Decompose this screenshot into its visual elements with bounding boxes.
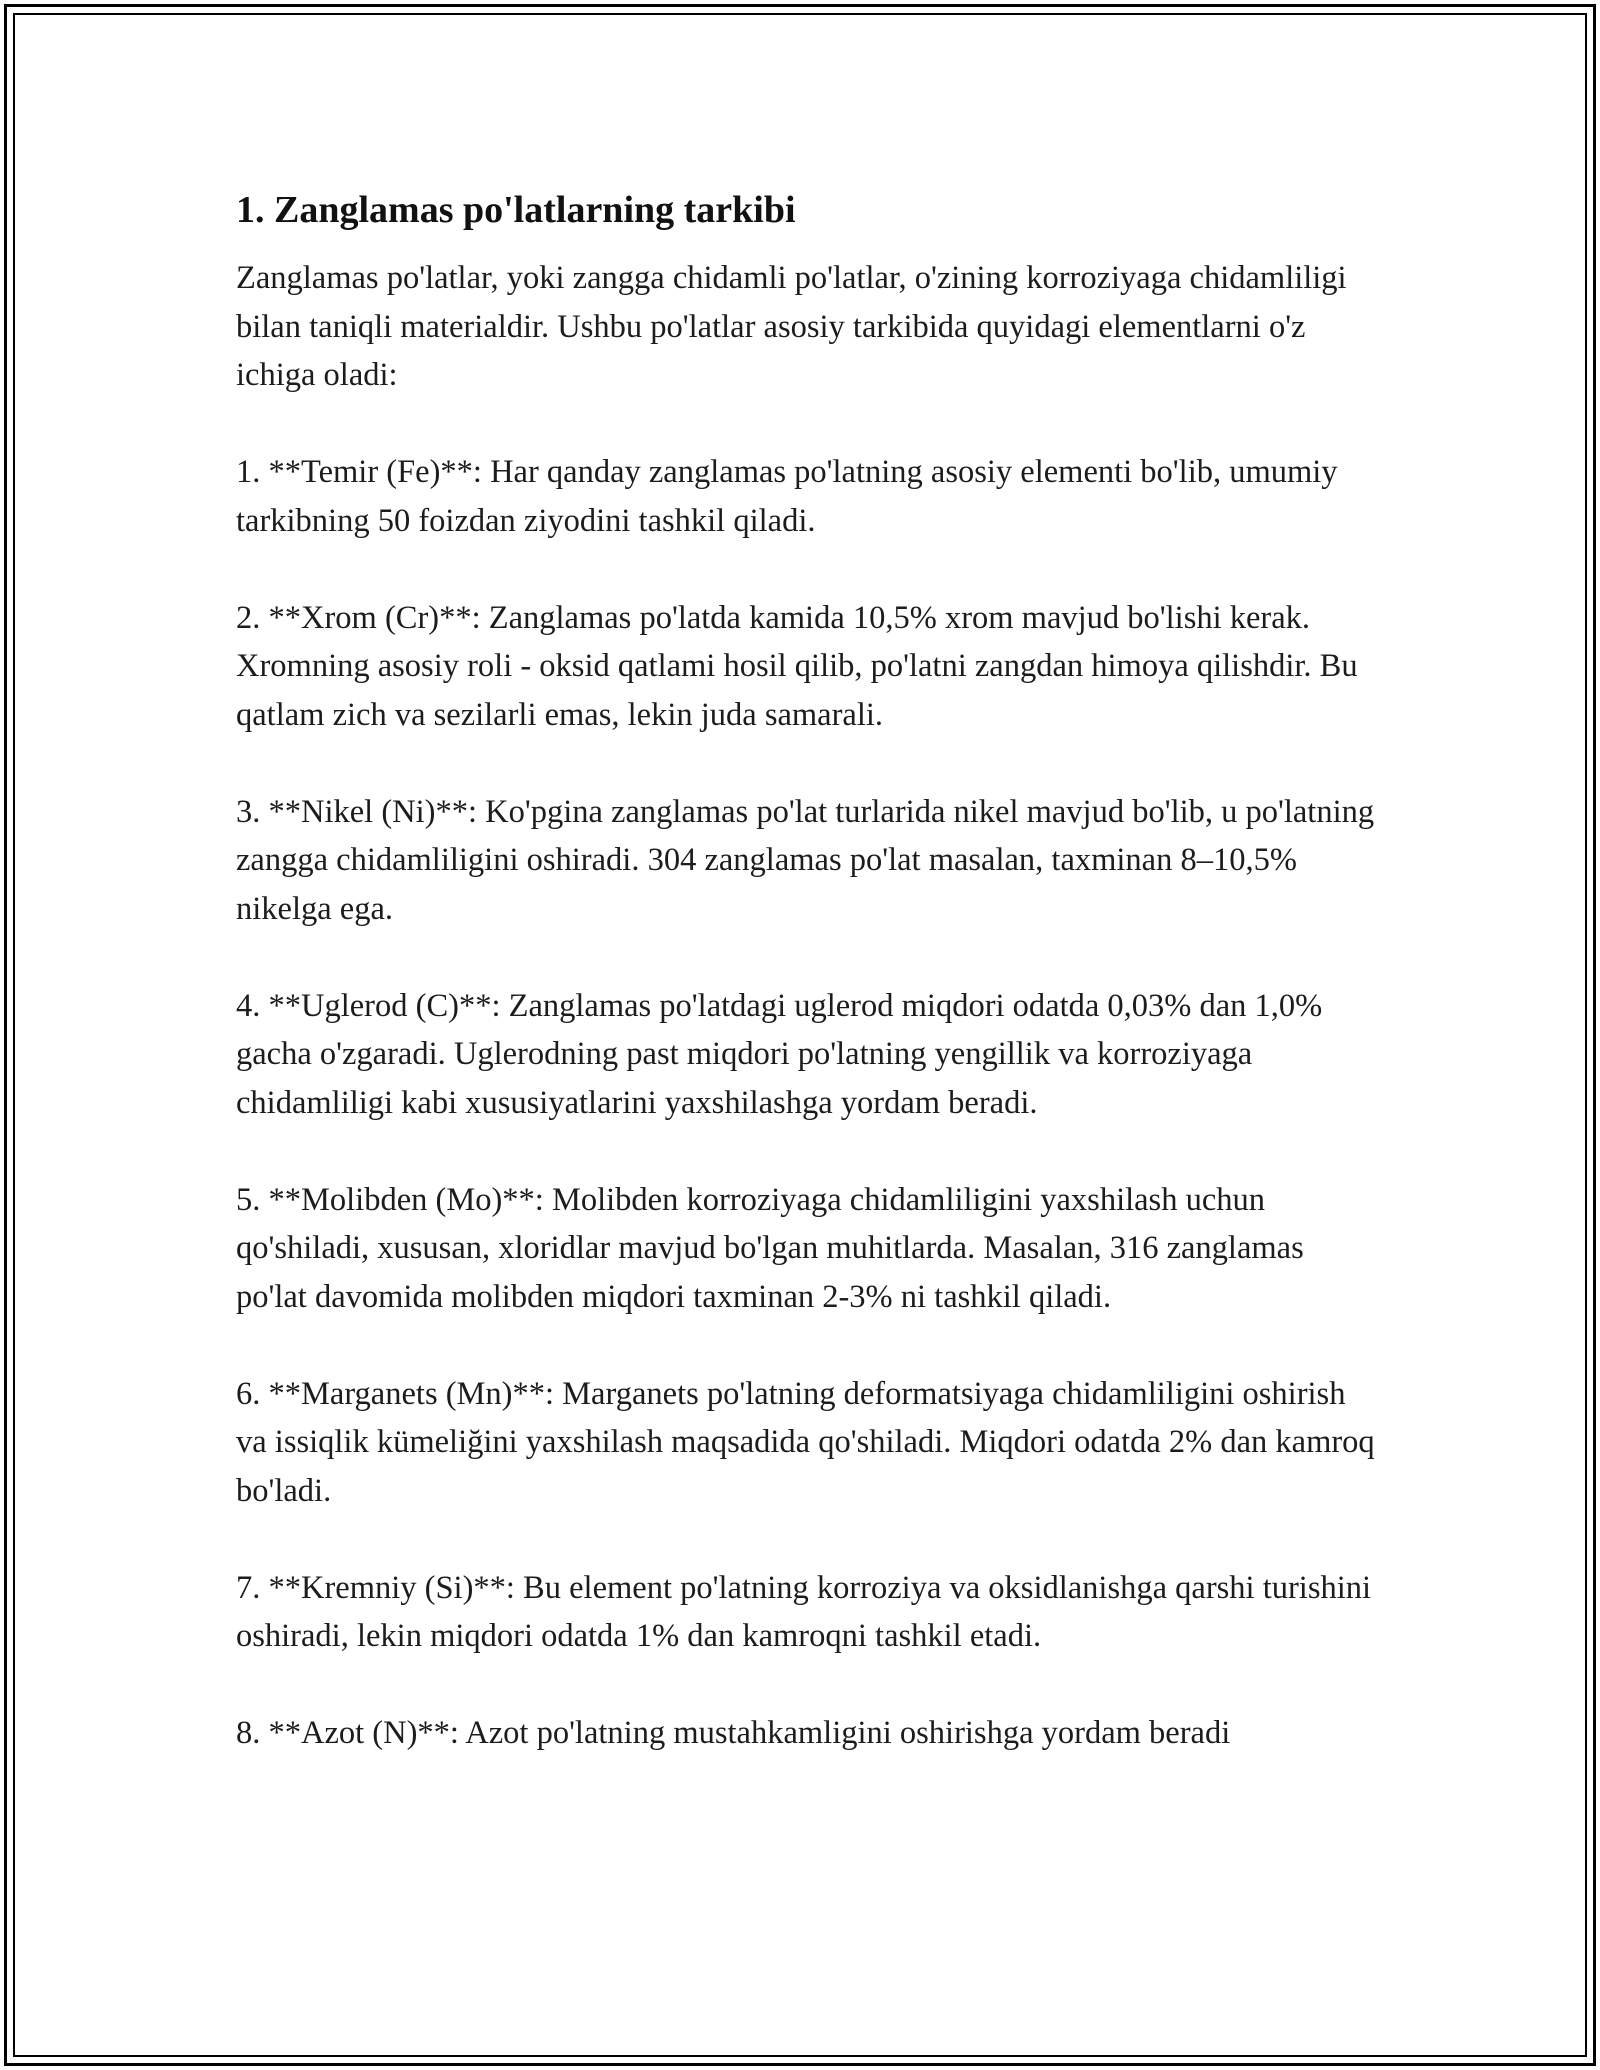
list-item-manganese: 6. **Marganets (Mn)**: Marganets po'latning deformatsiyaga chidamliligini oshirish va issiqlik kümeliğini yaxshilash maqsadida qo'shiladi. Miqdori odatda 2% dan kamroq bo'ladi. <box>236 1375 1375 1509</box>
intro-paragraph: Zanglamas po'latlar, yoki zangga chidamli po'latlar, o'zining korroziyaga chidamliligi bilan taniqli materialdir. Ushbu po'latlar asosiy tarkibida quyidagi elementlarni o'z ichiga oladi: <box>236 260 1347 393</box>
list-item-nickel: 3. **Nikel (Ni)**: Ko'pgina zanglamas po'lat turlarida nikel mavjud bo'lib, u po'latning zangga chidamliligini oshiradi. 304 zanglamas po'lat masalan, taxminan 8–10,5% nikelga ega. <box>236 793 1375 927</box>
document-body <box>236 186 1376 1758</box>
list-item-chromium: 2. **Xrom (Cr)**: Zanglamas po'latda kamida 10,5% xrom mavjud bo'lishi kerak. Xromning asosiy roli - oksid qatlami hosil qilib, po'latni zangdan himoya qilishdir. Bu qatlam zich va sezilarli emas, lekin juda samarali. <box>236 599 1358 733</box>
section-title: 1. Zanglamas po'latlarning tarkibi <box>236 189 796 231</box>
list-item-silicon: 7. **Kremniy (Si)**: Bu element po'latning korroziya va oksidlanishga qarshi turishini oshiradi, lekin miqdori odatda 1% dan kamroqni tashkil etadi. <box>236 1569 1372 1654</box>
list-item-iron: 1. **Temir (Fe)**: Har qanday zanglamas po'latning asosiy elementi bo'lib, umumiy tarkibning 50 foizdan ziyodini tashkil qiladi. <box>236 454 1338 539</box>
list-item-molybdenum: 5. **Molibden (Mo)**: Molibden korroziyaga chidamliligini yaxshilash uchun qo'shiladi, xususan, xloridlar mavjud bo'lgan muhitlarda. Masalan, 316 zanglamas po'lat davomida molibden miqdori taxminan 2-3% ni tashkil qiladi. <box>236 1181 1304 1315</box>
list-item-carbon: 4. **Uglerod (C)**: Zanglamas po'latdagi uglerod miqdori odatda 0,03% dan 1,0% gacha o'zgaradi. Uglerodning past miqdori po'latning yengillik va korroziyaga chidamliligi kabi xususiyatlarini yaxshilashga yordam beradi. <box>236 987 1323 1121</box>
list-item-nitrogen: 8. **Azot (N)**: Azot po'latning mustahkamligini oshirishga yordam beradi <box>236 1715 1231 1751</box>
